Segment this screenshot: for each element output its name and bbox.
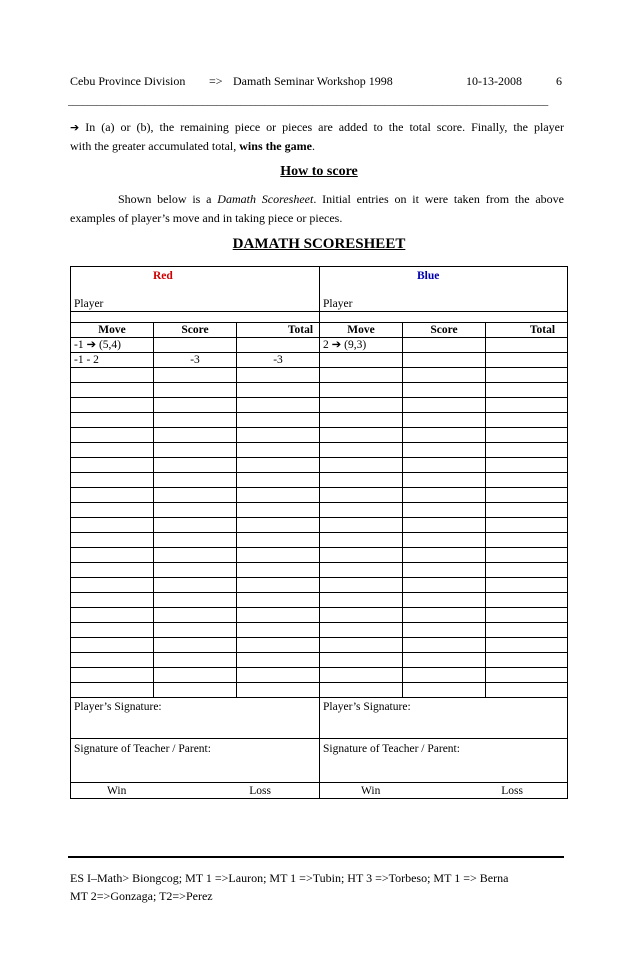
total-cell[interactable]	[237, 593, 320, 608]
blue-label: Blue	[417, 270, 440, 282]
table-row	[71, 383, 568, 398]
total-cell[interactable]	[486, 683, 568, 698]
total-cell[interactable]	[237, 623, 320, 638]
move-cell[interactable]	[71, 548, 154, 563]
score-cell[interactable]	[154, 578, 237, 593]
table-row	[71, 488, 568, 503]
score-cell[interactable]	[403, 653, 486, 668]
score-cell[interactable]	[403, 488, 486, 503]
total-cell[interactable]	[237, 473, 320, 488]
table-row	[71, 398, 568, 413]
total-cell[interactable]	[486, 668, 568, 683]
move-cell[interactable]	[320, 383, 403, 398]
red-player-field[interactable]: Player	[71, 285, 320, 312]
side-labels-row	[71, 267, 568, 286]
score-cell[interactable]	[403, 668, 486, 683]
score-cell[interactable]	[154, 548, 237, 563]
player-row	[71, 285, 568, 312]
score-cell[interactable]	[154, 488, 237, 503]
column-header: Score	[403, 323, 486, 338]
total-cell[interactable]	[486, 533, 568, 548]
move-cell[interactable]: -1 ➔ (5,4)	[71, 338, 154, 353]
total-cell[interactable]	[237, 653, 320, 668]
spacer-row	[71, 312, 568, 323]
total-cell[interactable]	[486, 398, 568, 413]
move-cell[interactable]: -1 - 2	[71, 353, 154, 368]
move-cell[interactable]	[320, 398, 403, 413]
score-cell[interactable]	[403, 338, 486, 353]
total-cell[interactable]	[486, 353, 568, 368]
move-cell[interactable]	[71, 683, 154, 698]
score-cell[interactable]	[403, 683, 486, 698]
total-cell[interactable]	[486, 503, 568, 518]
total-cell[interactable]	[237, 488, 320, 503]
total-cell[interactable]	[486, 548, 568, 563]
move-cell[interactable]	[320, 548, 403, 563]
total-cell[interactable]	[486, 443, 568, 458]
table-row	[71, 593, 568, 608]
total-cell[interactable]	[486, 413, 568, 428]
move-cell[interactable]	[320, 428, 403, 443]
move-cell[interactable]	[71, 608, 154, 623]
score-cell[interactable]	[403, 623, 486, 638]
total-cell[interactable]	[486, 458, 568, 473]
total-cell[interactable]	[237, 458, 320, 473]
score-cell[interactable]	[154, 503, 237, 518]
total-cell[interactable]	[237, 413, 320, 428]
table-row	[71, 368, 568, 383]
move-cell[interactable]	[71, 428, 154, 443]
score-cell[interactable]	[154, 653, 237, 668]
score-cell[interactable]	[403, 533, 486, 548]
score-cell[interactable]	[403, 638, 486, 653]
score-cell[interactable]	[403, 428, 486, 443]
score-cell[interactable]	[403, 518, 486, 533]
score-cell[interactable]	[154, 683, 237, 698]
score-cell[interactable]	[154, 338, 237, 353]
table-row	[71, 533, 568, 548]
total-cell[interactable]	[237, 443, 320, 458]
table-row	[71, 668, 568, 683]
score-cell[interactable]	[403, 473, 486, 488]
total-cell[interactable]	[237, 638, 320, 653]
column-header: Move	[71, 323, 154, 338]
score-cell[interactable]	[154, 623, 237, 638]
total-cell[interactable]	[486, 563, 568, 578]
table-row	[71, 608, 568, 623]
total-cell[interactable]	[486, 488, 568, 503]
total-cell[interactable]	[237, 548, 320, 563]
score-cell[interactable]	[403, 398, 486, 413]
move-cell[interactable]	[71, 473, 154, 488]
blue-teacher-signature-field[interactable]: Signature of Teacher / Parent:	[320, 739, 568, 783]
score-cell[interactable]	[403, 413, 486, 428]
move-cell[interactable]	[71, 578, 154, 593]
move-cell[interactable]	[320, 623, 403, 638]
table-row	[71, 638, 568, 653]
header-date: 10-13-2008	[466, 74, 522, 88]
move-cell[interactable]	[71, 518, 154, 533]
score-cell[interactable]	[403, 443, 486, 458]
move-cell[interactable]	[320, 518, 403, 533]
intro-line-1: ➔ In (a) or (b), the remaining piece or pieces are added to the total score. Finally, the player	[70, 120, 564, 134]
table-row	[71, 683, 568, 698]
move-cell[interactable]	[71, 503, 154, 518]
total-cell[interactable]	[237, 533, 320, 548]
total-cell[interactable]	[237, 503, 320, 518]
move-cell[interactable]	[71, 488, 154, 503]
total-cell[interactable]	[237, 383, 320, 398]
score-cell[interactable]	[403, 578, 486, 593]
total-cell[interactable]	[237, 428, 320, 443]
red-label-cell	[71, 267, 320, 286]
blue-win-label[interactable]: Win	[361, 784, 381, 797]
move-cell[interactable]	[71, 368, 154, 383]
score-cell[interactable]	[154, 398, 237, 413]
score-cell[interactable]	[403, 368, 486, 383]
total-cell[interactable]	[486, 608, 568, 623]
total-cell[interactable]	[237, 563, 320, 578]
move-cell[interactable]	[71, 458, 154, 473]
table-row	[71, 458, 568, 473]
red-teacher-signature-field[interactable]: Signature of Teacher / Parent:	[71, 739, 320, 783]
move-cell[interactable]	[320, 533, 403, 548]
move-cell[interactable]	[71, 443, 154, 458]
table-row	[71, 443, 568, 458]
move-cell[interactable]	[71, 668, 154, 683]
table-row	[71, 428, 568, 443]
column-header: Move	[320, 323, 403, 338]
score-cell[interactable]	[154, 473, 237, 488]
score-cell[interactable]	[403, 353, 486, 368]
win-loss-row	[71, 783, 568, 799]
blue-result-cell	[320, 783, 568, 799]
score-cell[interactable]	[154, 533, 237, 548]
total-cell[interactable]	[486, 593, 568, 608]
score-cell[interactable]	[154, 593, 237, 608]
move-cell[interactable]	[71, 383, 154, 398]
score-cell[interactable]	[403, 593, 486, 608]
column-header-row	[71, 323, 568, 338]
score-cell[interactable]	[154, 518, 237, 533]
column-header: Score	[154, 323, 237, 338]
total-cell[interactable]	[486, 383, 568, 398]
score-cell[interactable]	[403, 383, 486, 398]
total-cell[interactable]	[486, 653, 568, 668]
footer-rule	[68, 856, 564, 858]
move-cell[interactable]: 2 ➔ (9,3)	[320, 338, 403, 353]
column-header: Total	[486, 323, 568, 338]
table-row	[71, 473, 568, 488]
total-cell[interactable]	[486, 518, 568, 533]
move-cell[interactable]	[320, 458, 403, 473]
total-cell[interactable]	[486, 638, 568, 653]
blue-player-field[interactable]: Player	[320, 285, 568, 312]
table-row	[71, 338, 568, 353]
table-row	[71, 563, 568, 578]
intro-line-2: with the greater accumulated total, wins the game.	[70, 139, 315, 153]
signature-row	[71, 698, 568, 739]
move-cell[interactable]	[320, 593, 403, 608]
table-row	[71, 503, 568, 518]
score-cell[interactable]	[154, 638, 237, 653]
intro-paragraph	[70, 118, 564, 156]
score-cell[interactable]	[154, 443, 237, 458]
total-cell[interactable]	[237, 398, 320, 413]
total-cell[interactable]	[486, 578, 568, 593]
move-cell[interactable]	[320, 608, 403, 623]
total-cell[interactable]	[237, 578, 320, 593]
total-cell[interactable]	[237, 518, 320, 533]
move-cell[interactable]	[71, 593, 154, 608]
red-result-cell	[71, 783, 320, 799]
score-cell[interactable]	[403, 548, 486, 563]
total-cell[interactable]	[486, 368, 568, 383]
total-cell[interactable]	[237, 608, 320, 623]
blue-loss-label[interactable]: Loss	[501, 784, 523, 797]
footer-line-1: ES I–Math> Biongcog; MT 1 =>Lauron; MT 1 =>Tubin; HT 3 =>Torbeso; MT 1 => Berna	[70, 871, 509, 885]
move-cell[interactable]	[320, 578, 403, 593]
score-cell[interactable]	[154, 413, 237, 428]
footer-line-2: MT 2=>Gonzaga; T2=>Perez	[70, 889, 213, 903]
score-cell[interactable]	[154, 368, 237, 383]
column-header: Total	[237, 323, 320, 338]
red-loss-label[interactable]: Loss	[249, 784, 271, 797]
move-cell[interactable]	[71, 413, 154, 428]
how-line-2: examples of player’s move and in taking piece or pieces.	[70, 211, 343, 225]
move-cell[interactable]	[71, 653, 154, 668]
blue-player-signature-field[interactable]: Player’s Signature:	[320, 698, 568, 739]
score-cell[interactable]	[403, 563, 486, 578]
move-cell[interactable]	[320, 488, 403, 503]
move-cell[interactable]	[320, 473, 403, 488]
total-cell[interactable]	[486, 623, 568, 638]
move-cell[interactable]	[320, 683, 403, 698]
table-row	[71, 353, 568, 368]
score-cell[interactable]	[403, 608, 486, 623]
move-cell[interactable]	[71, 533, 154, 548]
move-cell[interactable]	[320, 443, 403, 458]
how-to-score-heading: How to score	[280, 164, 358, 179]
blue-label-cell	[320, 267, 568, 286]
total-cell[interactable]	[486, 473, 568, 488]
score-cell[interactable]	[403, 503, 486, 518]
table-row	[71, 413, 568, 428]
arrow-icon: ➔	[70, 121, 80, 134]
header-arrow: =>	[209, 74, 223, 88]
teacher-signature-row	[71, 739, 568, 783]
move-cell[interactable]	[320, 353, 403, 368]
total-cell[interactable]	[486, 428, 568, 443]
header-rule: ____________________________________________________________________________________________________	[68, 96, 549, 107]
move-cell[interactable]	[71, 638, 154, 653]
score-cell[interactable]	[154, 383, 237, 398]
red-label: Red	[153, 270, 173, 282]
scoresheet-title: DAMATH SCORESHEET	[232, 236, 406, 252]
score-cell[interactable]	[154, 563, 237, 578]
table-row	[71, 578, 568, 593]
total-cell[interactable]	[486, 338, 568, 353]
score-cell[interactable]	[154, 428, 237, 443]
move-cell[interactable]	[320, 668, 403, 683]
total-cell[interactable]	[237, 683, 320, 698]
score-cell[interactable]	[154, 608, 237, 623]
score-cell[interactable]	[154, 668, 237, 683]
move-cell[interactable]	[320, 413, 403, 428]
empty-rows	[71, 368, 568, 698]
total-cell[interactable]: -3	[237, 353, 320, 368]
move-cell[interactable]	[71, 563, 154, 578]
how-line-1: Shown below is a Damath Scoresheet. Initial entries on it were taken from the above	[118, 192, 564, 206]
header-seminar: Damath Seminar Workshop 1998	[233, 74, 393, 88]
total-cell[interactable]	[237, 668, 320, 683]
scoresheet-table	[70, 266, 568, 799]
score-cell[interactable]	[154, 458, 237, 473]
how-to-score-paragraph	[70, 190, 564, 228]
total-cell[interactable]	[237, 368, 320, 383]
score-cell[interactable]: -3	[154, 353, 237, 368]
score-cell[interactable]	[403, 458, 486, 473]
red-player-signature-field[interactable]: Player’s Signature:	[71, 698, 320, 739]
table-row	[71, 518, 568, 533]
total-cell[interactable]	[237, 338, 320, 353]
move-cell[interactable]	[320, 563, 403, 578]
table-row	[71, 623, 568, 638]
table-row	[71, 653, 568, 668]
move-cell[interactable]	[320, 653, 403, 668]
page-number: 6	[556, 74, 562, 88]
move-cell[interactable]	[320, 638, 403, 653]
move-cell[interactable]	[320, 503, 403, 518]
red-win-label[interactable]: Win	[107, 784, 127, 797]
move-cell[interactable]	[71, 623, 154, 638]
table-row	[71, 548, 568, 563]
move-cell[interactable]	[71, 398, 154, 413]
header-division: Cebu Province Division	[70, 74, 186, 88]
move-cell[interactable]	[320, 368, 403, 383]
